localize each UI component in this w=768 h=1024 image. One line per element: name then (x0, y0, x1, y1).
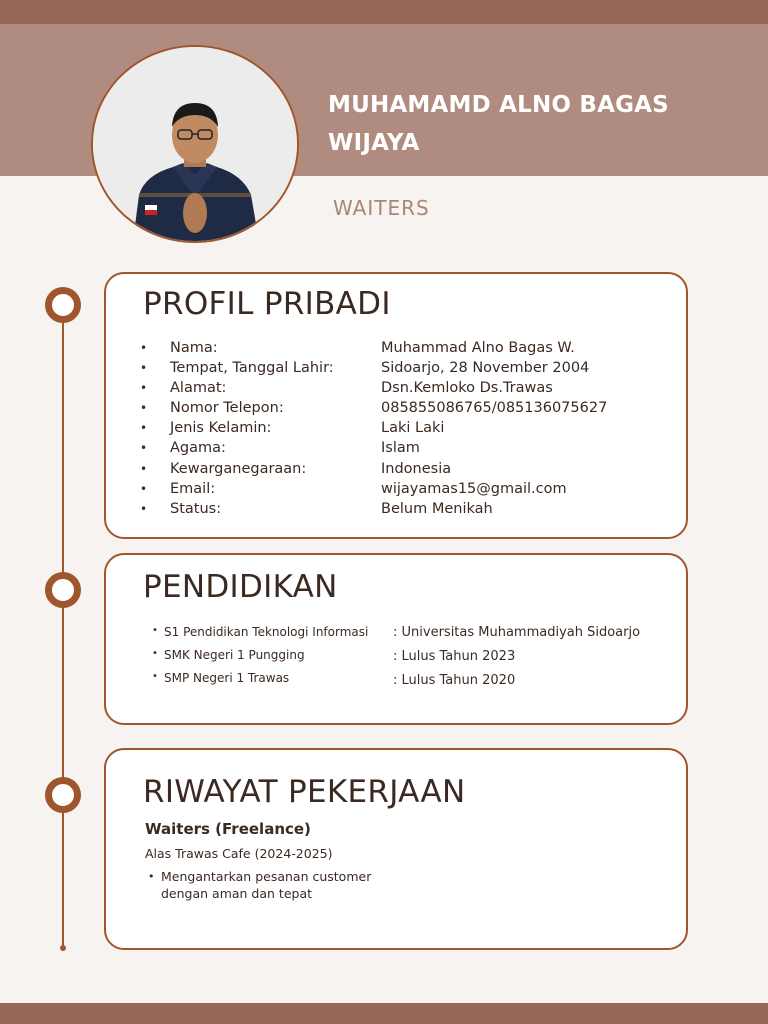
timeline-dot-pekerjaan (45, 777, 81, 813)
job-title: WAITERS (333, 196, 430, 220)
full-name (328, 86, 728, 162)
card-pendidikan (104, 553, 688, 725)
education-label: • SMP Negeri 1 Trawas (164, 671, 289, 685)
timeline-end-dot (60, 945, 66, 951)
profil-label: Status: (170, 500, 222, 517)
education-label: • S1 Pendidikan Teknologi Informasi (164, 625, 368, 639)
email-value: wijayamas15@gmail.com (381, 480, 567, 497)
profil-label: Kewarganegaraan: (170, 460, 307, 477)
top-strip (0, 0, 768, 24)
profil-value: 085855086765/085136075627 (381, 400, 608, 417)
profil-label: Agama: (170, 440, 226, 457)
job-role: Waiters (Freelance) (145, 820, 311, 838)
card-riwayat-pekerjaan (104, 748, 688, 950)
profil-label: Alamat: (170, 380, 227, 397)
profil-value: Belum Menikah (381, 500, 493, 517)
bottom-strip (0, 1003, 768, 1024)
profil-label: Nomor Telepon: (170, 400, 284, 417)
name-line-2: WIJAYA (328, 130, 420, 156)
section-title-pekerjaan: RIWAYAT PEKERJAAN (143, 774, 466, 810)
profil-value: Muhammad Alno Bagas W. (381, 340, 575, 356)
profil-label: Jenis Kelamin: (170, 420, 272, 437)
profil-value: Dsn.Kemloko Ds.Trawas (381, 380, 553, 397)
profil-value: Sidoarjo, 28 November 2004 (381, 360, 590, 377)
section-title-pendidikan: PENDIDIKAN (143, 569, 338, 605)
timeline-line (62, 305, 64, 949)
education-value: : Lulus Tahun 2020 (393, 673, 516, 688)
timeline-dot-profil (45, 287, 81, 323)
education-value: : Universitas Muhammadiyah Sidoarjo (393, 625, 641, 640)
profil-label: Tempat, Tanggal Lahir: (170, 360, 334, 377)
timeline-dot-pendidikan (45, 572, 81, 608)
profile-photo (91, 45, 299, 243)
card-profil-pribadi (104, 272, 688, 539)
education-label: • SMK Negeri 1 Pungging (164, 648, 305, 662)
profil-label: Nama: (170, 340, 218, 356)
education-value: : Lulus Tahun 2023 (393, 649, 516, 664)
section-title-profil: PROFIL PRIBADI (143, 286, 391, 322)
name-line-1: MUHAMAMD ALNO BAGAS (328, 92, 669, 118)
profil-value: Indonesia (381, 460, 452, 477)
profil-value: Islam (381, 440, 420, 457)
job-description: • Mengantarkan pesanan customer dengan aman dan tepat (161, 868, 421, 902)
profil-value: Laki Laki (381, 420, 445, 437)
job-company: Alas Trawas Cafe (2024-2025) (145, 846, 333, 861)
profil-label: Email: (170, 480, 216, 497)
